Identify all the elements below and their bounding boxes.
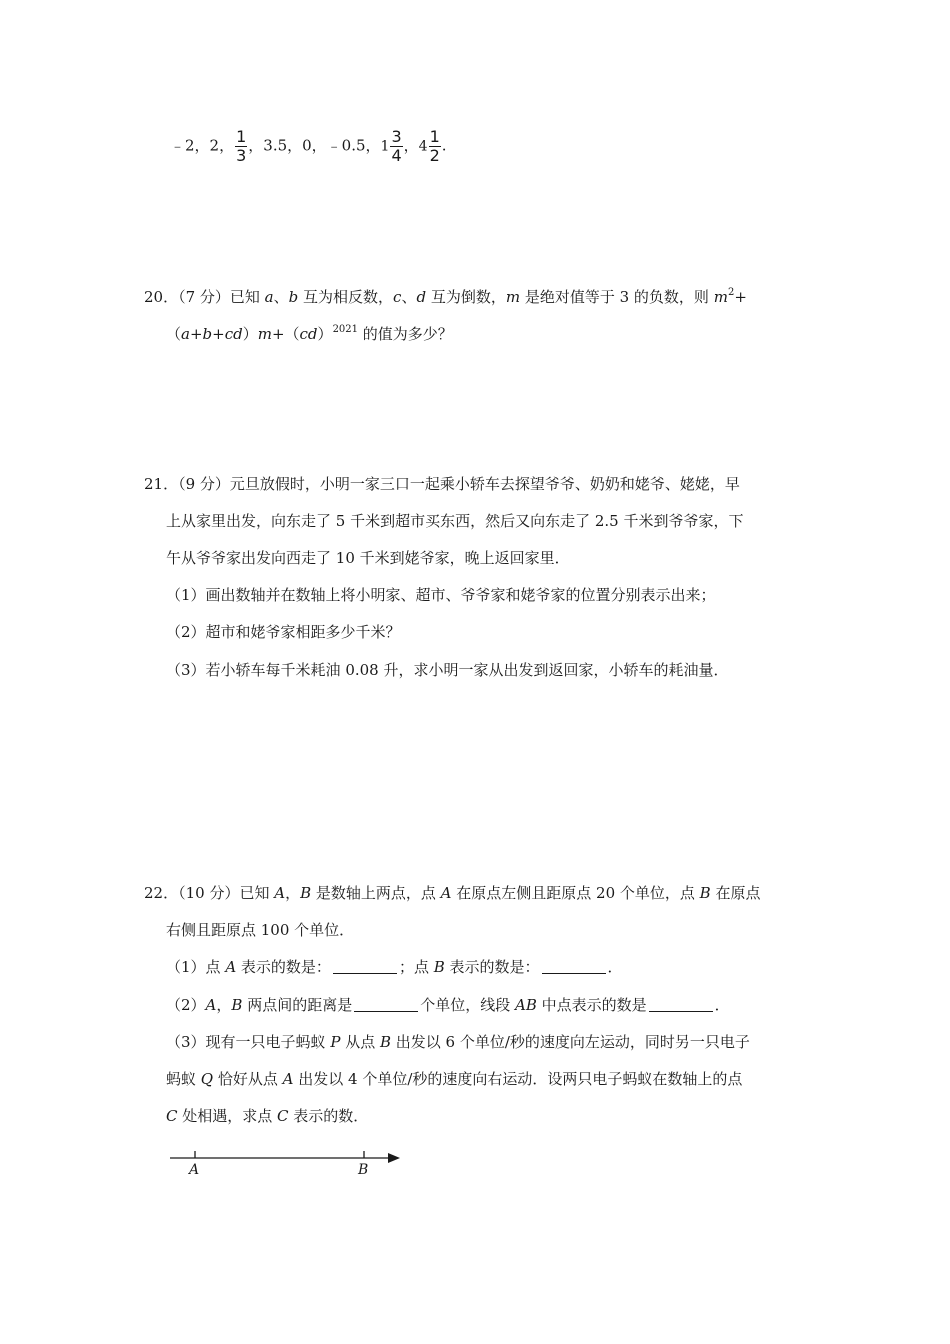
q20-line-1: 20．（7 分）已知 a、b 互为相反数，c、d 互为倒数，m 是绝对值等于 3 的负数，则 $m^2+$ (144, 287, 747, 306)
numbers-end: . (441, 136, 447, 155)
q21-line-2: 上从家里出发，向东走了 5 千米到超市买东西，然后又向东走了 2.5 千米到爷爷家，下 (166, 512, 744, 530)
label-a: A (189, 1162, 200, 1178)
q22-part-2: （2）A，B 两点间的距离是 个单位，线段 AB 中点表示的数是 ． (166, 996, 730, 1014)
fraction-three-quarters: $\frac{3}{4}$ (391, 127, 402, 165)
numbers-part-1: ﹣2，2， (170, 136, 235, 155)
q22-line-2: 右侧且距原点 100 个单位． (166, 921, 355, 939)
q21-part-2: （2）超市和姥爷家相距多少千米？ (166, 623, 401, 641)
answer-blank-a[interactable] (333, 959, 397, 974)
q22-part-1: （1）点 A 表示的数是： ；点 B 表示的数是： ． (166, 958, 623, 976)
mixed-number-integer: 1 (380, 138, 390, 155)
mixed-number-integer: 4 (418, 138, 428, 155)
q21-part-1: （1）画出数轴并在数轴上将小明家、超市、爷爷家和姥爷家的位置分别表示出来； (166, 586, 716, 604)
q21-line-1: 21．（9 分）元旦放假时，小明一家三口一起乘小轿车去探望爷爷、奶奶和姥爷、姥姥，早 (144, 475, 740, 493)
q22-part-3-line-1: （3）现有一只电子蚂蚁 P 从点 B 出发以 6 个单位/秒的速度向左运动，同时另一只电子 (166, 1033, 750, 1051)
label-b: B (358, 1162, 369, 1178)
q22-line-1: 22．（10 分）已知 A，B 是数轴上两点，点 A 在原点左侧且距原点 20 个单位，点 B 在原点 (144, 884, 761, 902)
fraction-one-third: $\frac{1}{3}$ (236, 127, 247, 165)
q21-part-3: （3）若小轿车每千米耗油 0.08 升，求小明一家从出发到返回家，小轿车的耗油量． (166, 661, 729, 679)
number-line-diagram (166, 1144, 406, 1184)
answer-blank-distance[interactable] (354, 997, 418, 1012)
number-list (170, 128, 447, 165)
axis-arrow-icon (388, 1153, 400, 1163)
numbers-part-2: ，3.5，0，﹣0.5， (248, 136, 381, 155)
q22-part-3-line-2: 蚂蚁 Q 恰好从点 A 出发以 4 个单位/秒的速度向右运动．设两只电子蚂蚁在数轴上的点 (166, 1070, 743, 1088)
q20-line-2: （a+b+cd）m+（cd）$^{2021}$ 的值为多少？ (166, 324, 453, 343)
answer-blank-b[interactable] (542, 959, 606, 974)
answer-blank-midpoint[interactable] (649, 997, 713, 1012)
numbers-separator: ， (403, 136, 419, 155)
fraction-one-half: $\frac{1}{2}$ (429, 127, 440, 165)
q21-line-3: 午从爷爷家出发向西走了 10 千米到姥爷家，晚上返回家里． (166, 549, 570, 567)
q22-part-3-line-3: C 处相遇，求点 C 表示的数． (166, 1107, 369, 1125)
